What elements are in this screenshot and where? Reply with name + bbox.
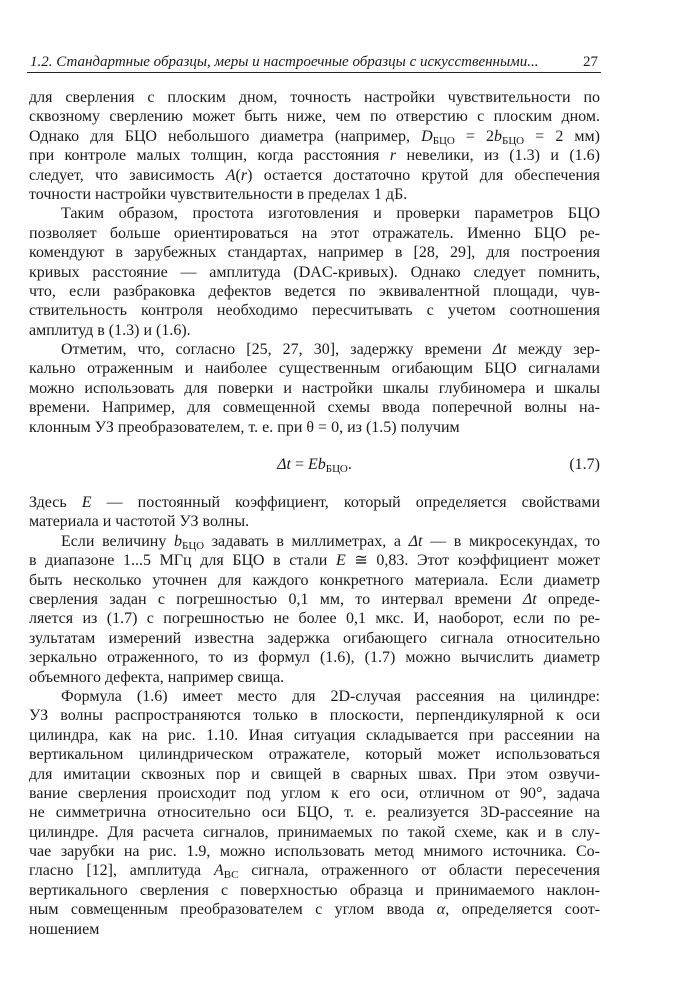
text-line [29,629,600,648]
text-run: амплитуд в (1.3) и (1.6). [29,321,191,339]
text-line [29,706,600,725]
text-run: ным совмещенным преобразователем с углом ввода [29,901,437,919]
text-run: невелики, из (1.3) и (1.6) [396,147,601,165]
text-run: быть несколько уточнен для каждого конкретного материала. Если диаметр [29,571,600,589]
text-run: времени. Например, для совмещенной схемы ввода поперечной волны на- [29,399,600,417]
text-line [29,185,600,204]
text-line [29,551,600,570]
text-line [29,648,600,667]
text-line [29,301,600,320]
text-line [29,861,600,880]
text-line [29,687,600,706]
text-run: точности настройки чувствительности в пределах 1 дБ. [29,185,408,203]
text-run: ) [247,166,253,184]
text-run: . [347,456,352,474]
text-run: зеркально отраженного, то из формул (1.6), (1.7) можно вычислить диаметр [29,649,600,667]
text-run: вертикального сверления с поверхностью образца и принимаемого наклон- [29,881,600,899]
text-run: Однако для БЦО небольшого диаметра (например, [29,127,422,145]
math-symbol: A [213,862,224,880]
paragraph [29,88,600,204]
text-run: — в микросекундах, то [422,532,601,550]
text-line [29,127,600,146]
math-symbol: Eb [308,456,326,474]
header-rule [27,72,601,73]
text-run: не симметрична относительно оси БЦО, т. е. реализуется 3D-рассеяние на [29,804,600,822]
text-line [29,765,600,784]
text-line [29,571,600,590]
paragraph [29,532,600,687]
math-symbol: b [174,532,182,550]
text-line [29,512,600,531]
page-number: 27 [583,54,598,70]
text-run: задавать в миллиметрах, а [204,532,409,550]
text-run: — постоянный коэффициент, который определяется свойствами [91,494,600,512]
text-run: кривых расстояние — амплитуда (DAC-кривых). Однако следует помнить, [29,263,600,281]
subscript: БЦО [325,463,348,476]
paragraph [29,687,600,939]
math-symbol: Δt [277,456,291,474]
math-symbol: A [225,166,236,184]
math-symbol: E [335,552,346,570]
math-symbol: α [436,901,446,919]
text-line [29,321,600,340]
text-line [29,493,600,512]
chapter-section-title: 1.2. Стандартные образцы, меры и настроечные образцы с искусственными... [30,54,539,70]
text-run: опреде- [536,590,601,608]
text-line [29,398,600,417]
text-line [29,609,600,628]
text-line [29,532,600,551]
text-line [29,418,600,437]
running-header [28,52,600,72]
text-line [29,204,600,223]
text-run: при контроле малых толщин, когда расстояния [29,147,390,165]
text-run: ≅ 0,83. Этот коэффициент может [345,552,600,570]
math-symbol: Δt [492,341,507,359]
text-line [29,803,600,822]
paragraph [29,340,600,437]
text-run: позволяет больше ориентироваться на этот отражатель. Именно БЦО ре- [29,224,600,242]
text-line [29,88,600,107]
subscript: БЦО [502,134,525,147]
subscript: BC [223,869,239,882]
math-symbol: E [81,494,92,512]
text-line [29,726,600,745]
text-run: для сверления с плоским дном, точность настройки чувствительности по [29,89,600,106]
math-symbol: D [421,127,433,145]
text-run: = [290,456,309,474]
text-run: между зер- [506,341,600,359]
text-line [29,745,600,764]
text-run: Если величину [61,532,174,550]
text-line [29,282,600,301]
text-line [29,784,600,803]
text-run: сигнала, отраженного от области пересечения [238,862,600,880]
math-symbol: Δt [522,590,537,608]
subscript: БЦО [182,539,205,552]
text-run: вание сверления происходит под углом к его оси, отличном от 90°, задача [29,784,600,802]
text-line [29,243,600,262]
text-run: вертикальном цилиндрическом отражателе, который может использоваться [29,746,600,764]
text-line [29,881,600,900]
text-run: материала и частотой УЗ волны. [29,513,250,531]
text-run: в диапазоне 1...5 МГц для БЦО в стали [29,552,336,570]
paragraph [29,204,600,340]
text-line [29,379,600,398]
text-run: сквозному сверлению может быть ниже, чем по отверстию с плоским дном. [29,108,600,126]
text-run: Таким образом, простота изготовления и проверки параметров БЦО [61,205,600,223]
text-run: ляется из (1.7) с погрешностью не более 0,1 мкс. И, наоборот, если по ре- [29,610,600,628]
text-line [29,340,600,359]
text-run: следует, что зависимость [29,166,226,184]
text-line [29,263,600,282]
text-run: объемного дефекта, например свища. [29,668,285,686]
text-run: комендуют в зарубежных стандартах, например в [28, 29], для построения [29,244,600,262]
text-run: чае зарубки на рис. 1.9, можно использовать метод мнимого источника. Со- [29,843,600,861]
equation-formula [29,455,600,474]
text-run: сверления задан с погрешностью 0,1 мм, то интервал времени [29,590,523,608]
text-line [29,668,600,687]
text-line [29,590,600,609]
text-run: можно использовать для поверки и настройки шкалы глубиномера и шкалы [29,379,600,397]
math-symbol: b [494,127,503,145]
text-run: ношением [29,920,100,938]
text-block-before-equation [29,88,600,437]
text-run: ( [235,166,241,184]
text-run: клонным УЗ преобразователем, т. е. при θ = 0, из (1.5) получим [29,418,460,436]
text-line [29,823,600,842]
text-run: Отметим, что, согласно [25, 27, 30], задержку времени [61,341,493,359]
text-line [29,842,600,861]
text-block-after-equation [29,493,600,939]
math-symbol: Δt [408,532,423,550]
equation-number: (1.7) [569,456,600,474]
math-symbol: r [240,166,248,184]
equation-1-7 [29,437,600,493]
text-run: УЗ волны распространяются только в плоскости, перпендикулярной к оси [29,707,600,725]
text-line [29,900,600,919]
text-line [29,107,600,126]
body-text [29,88,600,939]
text-run: = 2 мм) [524,127,600,145]
text-run: для имитации сквозных пор и свищей в сварных швах. При этом озвучи- [29,765,600,783]
text-run: ствительность контроля необходимо пересчитывать с учетом соотношения [29,302,600,320]
text-run: остается достаточно крутой для обеспечения [252,166,600,184]
text-run: Формула (1.6) имеет место для 2D-случая рассеяния на цилиндре: [61,687,600,705]
text-run: кально отраженным и наиболее существенным огибающим БЦО сигналами [29,360,600,378]
text-line [29,920,600,939]
text-line [29,224,600,243]
text-run: Здесь [29,494,82,512]
text-run: что, если разбраковка дефектов ведется по эквивалентной площади, чув- [29,282,600,300]
text-run: цилиндра, как на рис. 1.10. Иная ситуация складывается при рассеянии на [29,726,600,744]
text-run: зультатам измерений известна задержка огибающего сигнала относительно [29,629,600,647]
text-line [29,359,600,378]
math-symbol: r [389,147,397,165]
subscript: БЦО [432,134,455,147]
text-run: , определяется соот- [445,901,601,919]
text-line [29,166,600,185]
paragraph [29,493,600,532]
text-run: гласно [12], амплитуда [29,862,214,880]
text-line [29,146,600,165]
text-run: = 2 [454,127,495,145]
text-run: цилиндре. Для расчета сигналов, принимаемых по такой схеме, как и в слу- [29,823,600,841]
